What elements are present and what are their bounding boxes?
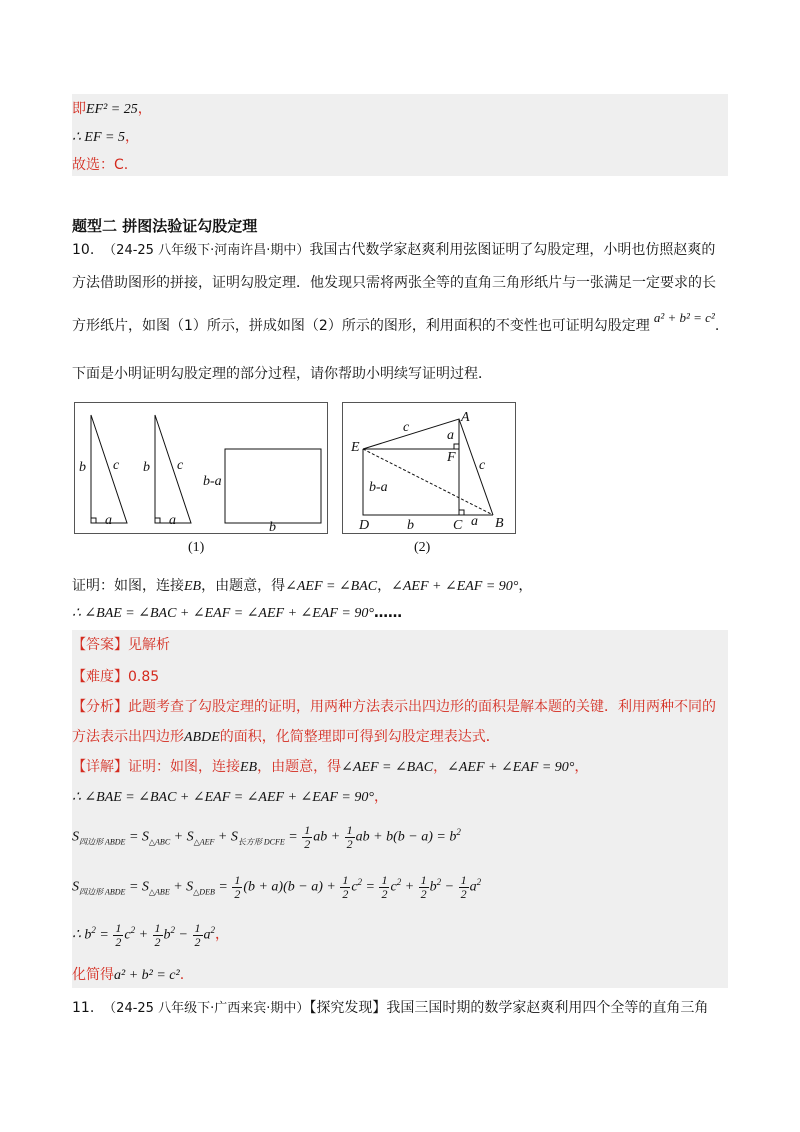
q10-line-4: 下面是小明证明勾股定理的部分过程，请你帮助小明续写证明过程． [72, 366, 492, 382]
label-a1: a [105, 513, 112, 528]
final-line: 化简得a² + b² = c². [72, 967, 185, 983]
figure-2-caption: (2) [414, 540, 431, 555]
figure-2 [342, 402, 516, 534]
figure-1 [74, 402, 328, 534]
label-A: A [461, 410, 470, 425]
fraction-half: $\frac{1}{2}$ [420, 873, 427, 901]
fraction-half: $\frac{1}{2}$ [460, 873, 467, 901]
label-a2: a [169, 513, 176, 528]
label-a-af: a [447, 428, 454, 443]
area-equation-2: $S_{四边形 ABDE} = S_{\triangle ABE} + S_{\triangle DEB}$ = $\frac{1}{2}$ (b + a)(b − a) + $\frac{1}{2}$ $c^2$ = $\frac{1}{2}$ $c^2$ + $\frac{1}{2}$ $b^2$ − $\frac{1}{2}$ $a^2$ [72, 873, 482, 901]
fraction-half: $\frac{1}{2}$ [115, 921, 122, 949]
label-c-top: c [403, 420, 410, 435]
area-equation-1: $S_{四边形 ABDE} = S_{\triangle ABC} + S_{\triangle AEF} + S_{长方形 DCFE}$ = $\frac{1}{2}$ ab + $\frac{1}{2}$ ab + $b(b - a) = b^2$ [72, 823, 461, 851]
label-E: E [351, 440, 360, 455]
fraction-half: $\frac{1}{2}$ [154, 921, 161, 949]
fraction-half: $\frac{1}{2}$ [342, 873, 349, 901]
label-b2: b [143, 460, 150, 475]
label-b-dc: b [407, 518, 414, 533]
right-angle-mark-2 [155, 518, 160, 523]
triangle-2 [155, 415, 191, 523]
q10-line-2: 方法借助图形的拼接，证明勾股定理．他发现只需将两张全等的直角三角形纸片与一张满足一定要求的长 [72, 275, 716, 291]
fraction-half: $\frac{1}{2}$ [194, 921, 201, 949]
proof-given-line-2: ∴ ∠BAE = ∠BAC + ∠EAF = ∠AEF + ∠EAF = 90°…… [72, 605, 402, 621]
figure-1-svg [75, 403, 327, 533]
triangle-aef [363, 419, 459, 449]
right-angle-mark-f [454, 444, 459, 449]
solution-line-1: 即EF² = 25， [72, 101, 152, 117]
area-equation-3: ∴ $b^2$ = $\frac{1}{2}$ $c^2$ + $\frac{1}{2}$ $b^2$ − $\frac{1}{2}$ $a^2$， [72, 921, 229, 949]
q10-line-3: 方形纸片，如图（1）所示，拼成如图（2）所示的图形，利用面积的不变性也可证明勾股定理a² + b² = c². [72, 310, 720, 334]
proof-given-line-1: 证明：如图，连接EB，由题意，得∠AEF = ∠BAC，∠AEF + ∠EAF = 90°， [72, 578, 533, 594]
label-B: B [495, 516, 504, 531]
fraction-half: $\frac{1}{2}$ [381, 873, 388, 901]
q11-line-1: 11. （24-25 八年级下·广西来宾·期中）【探究发现】我国三国时期的数学家赵爽利用四个全等的直角三角 [72, 1000, 709, 1016]
right-angle-mark-1 [91, 518, 96, 523]
rectangle [225, 449, 321, 523]
label-D: D [359, 518, 370, 533]
segment-ab [459, 419, 493, 515]
label-b-minus-a: b-a [203, 474, 222, 489]
label-b3: b [269, 520, 276, 533]
detail-line-2: ∴ ∠BAE = ∠BAC + ∠EAF = ∠AEF + ∠EAF = 90°， [72, 789, 388, 805]
label-b1: b [79, 460, 86, 475]
right-angle-mark-c [459, 510, 464, 515]
difficulty-line: 【难度】0.85 [72, 669, 160, 685]
label-b-minus-a-2: b-a [369, 480, 388, 495]
figure-1-caption: (1) [188, 540, 205, 555]
fraction-half: $\frac{1}{2}$ [304, 823, 311, 851]
solution-tail-block [72, 94, 728, 176]
q10-line-1: 10. （24-25 八年级下·河南许昌·期中）我国古代数学家赵爽利用弦图证明了勾股定理，小明也仿照赵爽的 [72, 242, 716, 258]
label-c1: c [113, 458, 120, 473]
fraction-half: $\frac{1}{2}$ [346, 823, 353, 851]
label-c2: c [177, 458, 184, 473]
section-heading: 题型二 拼图法验证勾股定理 [72, 217, 258, 235]
triangle-1 [91, 415, 127, 523]
answer-block [72, 630, 728, 988]
label-c-ab: c [479, 458, 486, 473]
label-C: C [453, 518, 463, 533]
solution-line-2: ∴ EF = 5， [72, 129, 139, 145]
detail-line-1: 【详解】证明：如图，连接EB，由题意，得∠AEF = ∠BAC，∠AEF + ∠EAF = 90°， [72, 759, 589, 775]
answer-line: 【答案】见解析 [72, 637, 170, 653]
figure-2-svg [343, 403, 515, 533]
analysis-line-1: 【分析】此题考查了勾股定理的证明，用两种方法表示出四边形的面积是解本题的关键．利用两种不同的 [72, 699, 716, 715]
solution-line-3: 故选：C. [72, 157, 129, 173]
fraction-half: $\frac{1}{2}$ [234, 873, 241, 901]
label-F: F [447, 450, 456, 465]
label-a-cb: a [471, 514, 478, 529]
analysis-line-2: 方法表示出四边形ABDE的面积，化简整理即可得到勾股定理表达式． [72, 729, 500, 745]
